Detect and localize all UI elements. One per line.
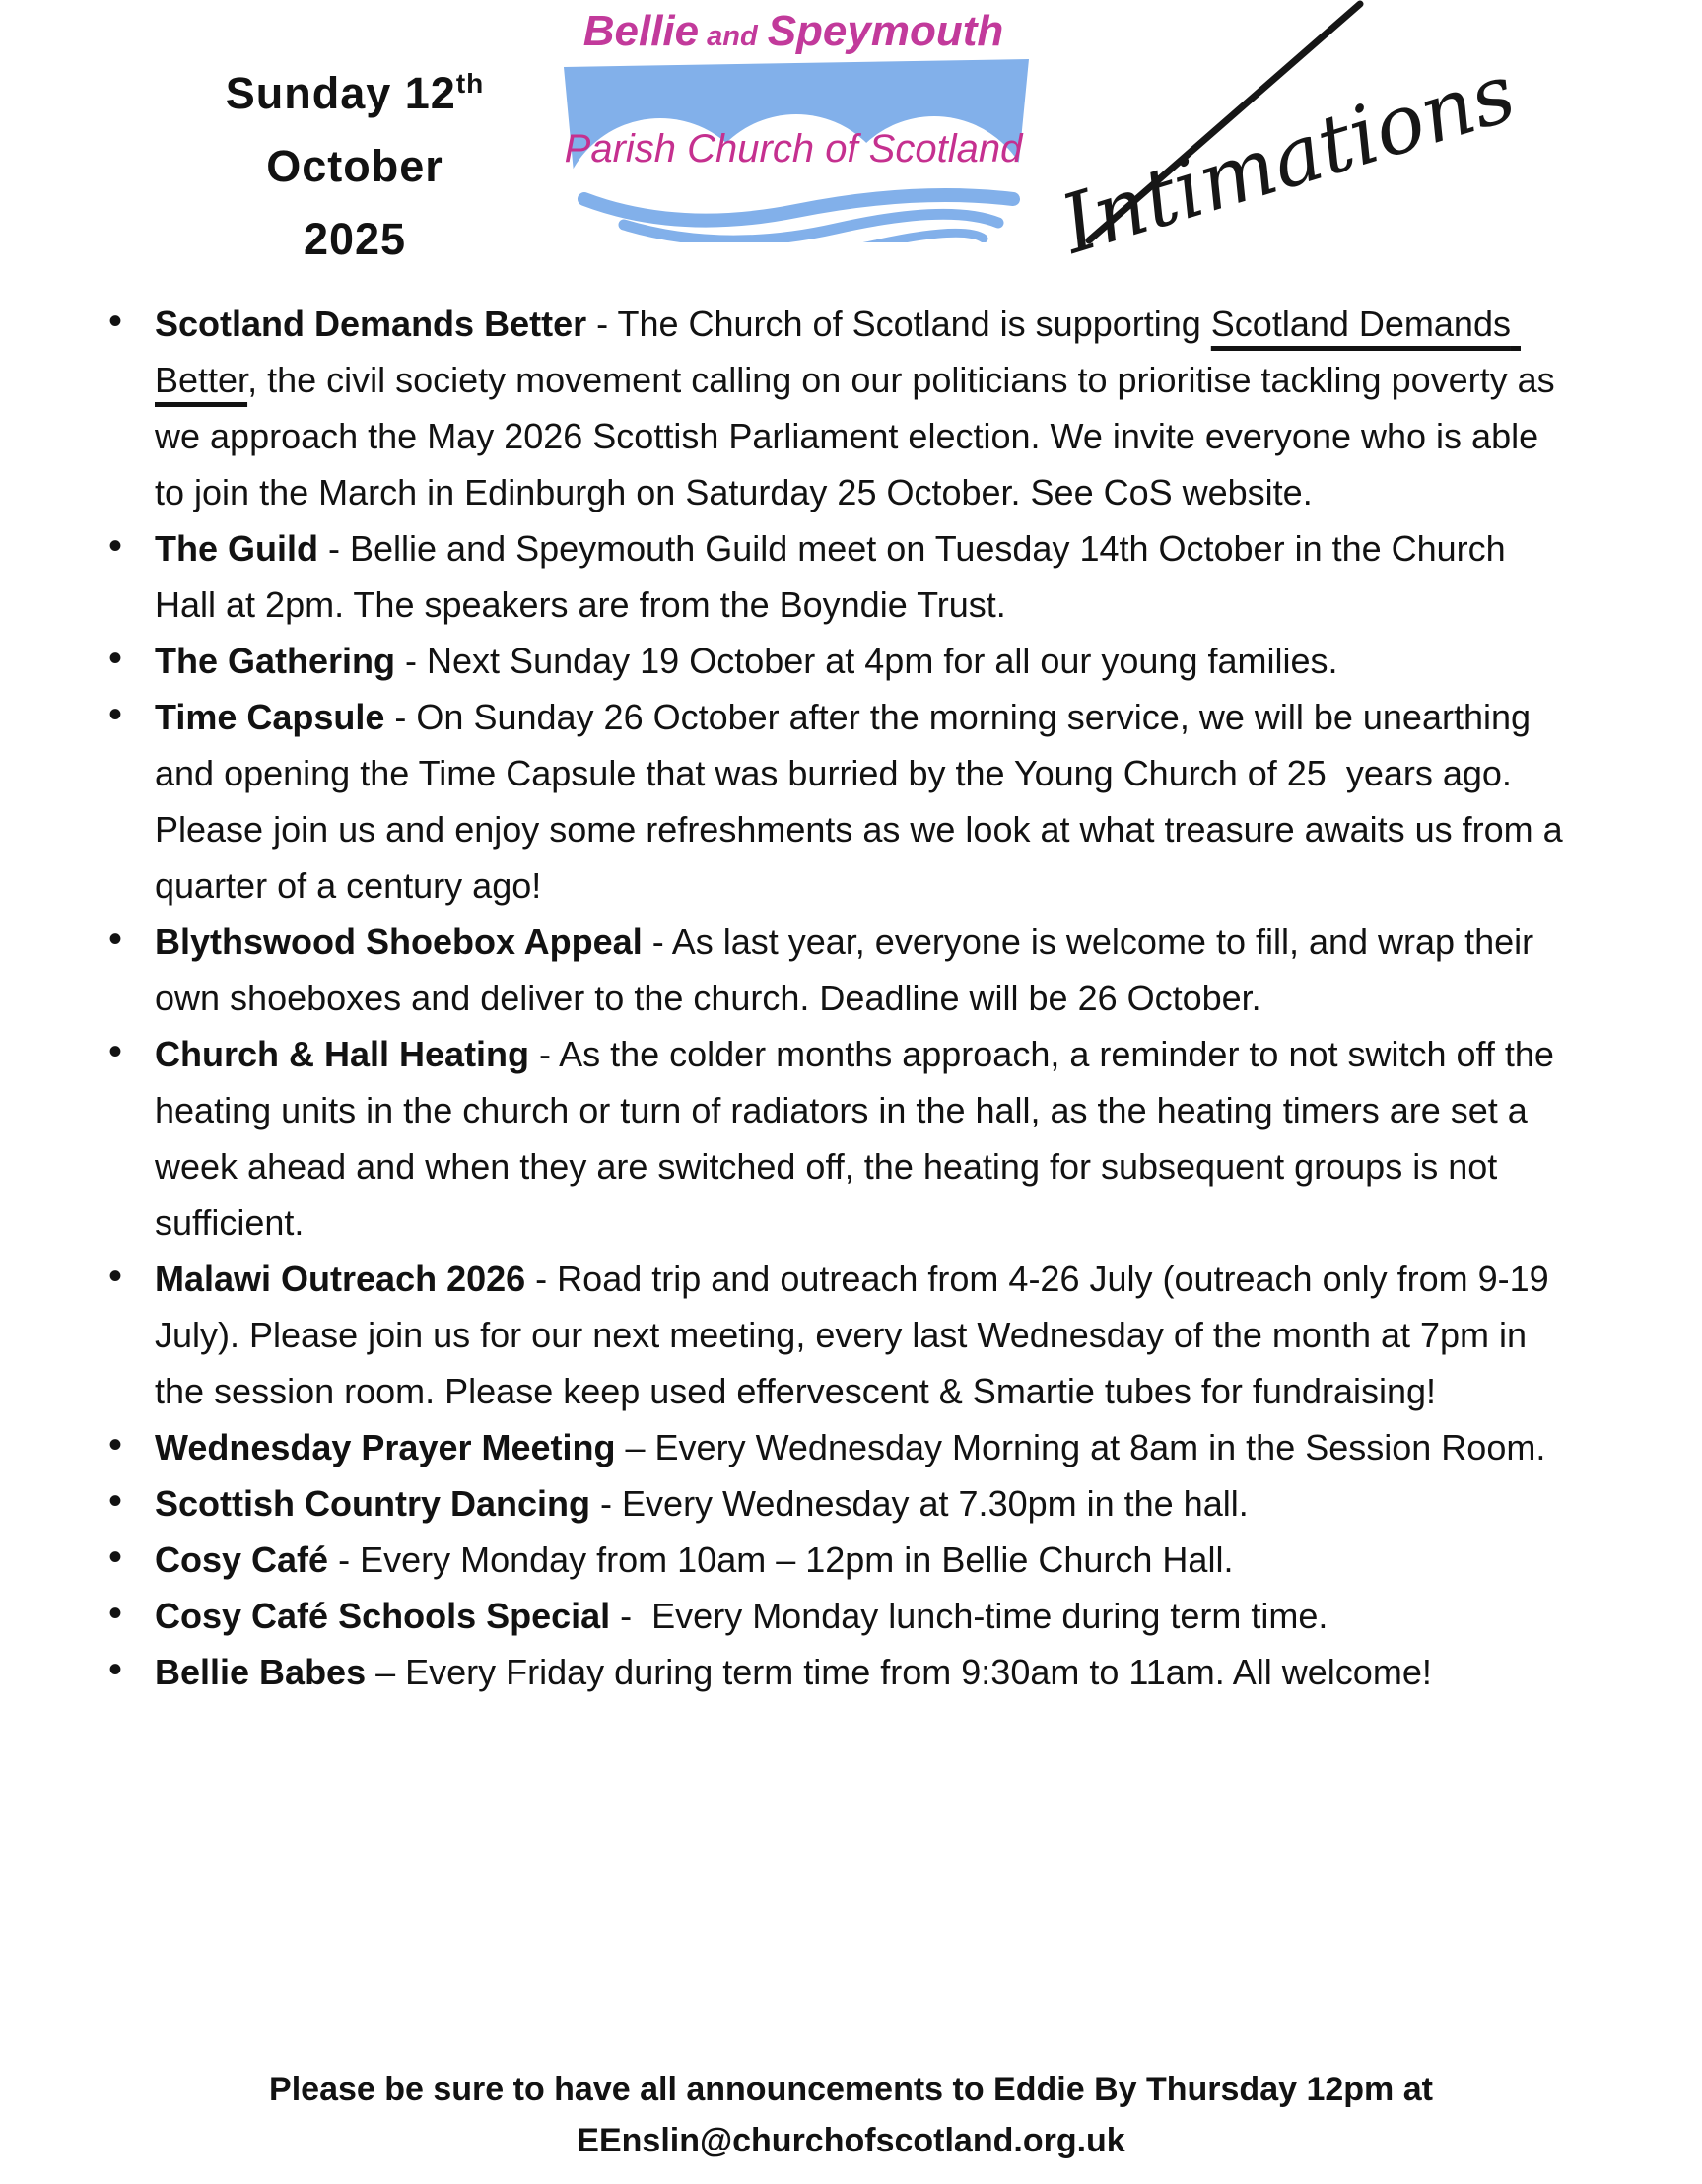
announcement-text: As last year, everyone is welcome to fill, and wrap their own shoeboxes and deliver to the church. Deadline will be 26 October. (155, 921, 1544, 1018)
announcement-title: Scottish Country Dancing (155, 1483, 591, 1524)
announcement-separator: - (328, 1539, 361, 1580)
announcement-body (655, 1427, 1546, 1467)
announcement-title: Blythswood Shoebox Appeal (155, 921, 643, 962)
announcement-title: Time Capsule (155, 697, 385, 737)
page-header (0, 0, 1702, 291)
intimations-script-graphic (1035, 0, 1528, 302)
announcement-item (155, 520, 1574, 633)
announcement-item (155, 633, 1574, 689)
announcement-title: The Gathering (155, 641, 396, 681)
announcement-text: The Church of Scotland is supporting (617, 304, 1211, 344)
announcement-item (155, 1251, 1574, 1419)
announcement-item (155, 1475, 1574, 1532)
announcement-item (155, 1644, 1574, 1700)
announcement-text: Next Sunday 19 October at 4pm for all our young families. (427, 641, 1338, 681)
announcement-separator: – (615, 1427, 655, 1467)
announcement-separator: - (318, 528, 350, 569)
announcement-text: Every Friday during term time from 9:30am to 11am. All welcome! (405, 1652, 1432, 1692)
script-title-text: Intimations (1051, 45, 1526, 273)
date-line-2: October (266, 141, 443, 191)
announcement-separator: - (590, 1483, 623, 1524)
announcement-body (360, 1539, 1233, 1580)
date-heading (138, 57, 572, 276)
date-line-3: 2025 (303, 214, 407, 264)
announcement-title: Cosy Café (155, 1539, 329, 1580)
church-logo-graphic (550, 6, 1038, 242)
date-ordinal: th (455, 68, 485, 99)
announcement-item (155, 914, 1574, 1026)
logo-caption: Parish Church of Scotland (564, 127, 1023, 171)
announcement-text: Every Monday from 10am – 12pm in Bellie Church Hall. (360, 1539, 1234, 1580)
intimations-script (1035, 0, 1528, 302)
announcement-item (155, 1588, 1574, 1644)
announcement-text: As the colder months approach, a reminder to not switch off the heating units in the church or turn of radiators in the hall, as the heating timers are set a week ahead and when they are switched off, the heating for subsequent groups is not sufficient. (155, 1034, 1564, 1243)
announcement-body (405, 1652, 1432, 1692)
footer-note (0, 2064, 1702, 2166)
announcement-body (155, 528, 1516, 625)
footer-email: EEnslin@churchofscotland.org.uk (577, 2122, 1125, 2159)
announcement-text: Every Wednesday Morning at 8am in the Session Room. (654, 1427, 1546, 1467)
church-logo (550, 6, 1038, 242)
announcement-title: Malawi Outreach 2026 (155, 1259, 526, 1299)
announcement-text: , the civil society movement calling on our politicians to prioritise tackling poverty as we approach the May 2026 Scottish Parliament election. We invite everyone who is able to join the March in Edinburgh on Saturday 25 October. See CoS website. (155, 360, 1565, 512)
announcement-separator: - (525, 1259, 558, 1299)
announcement-separator: - (384, 697, 417, 737)
announcement-title: Scotland Demands Better (155, 304, 587, 344)
announcement-title: Church & Hall Heating (155, 1034, 530, 1074)
announcement-item (155, 296, 1574, 520)
announcement-separator: - (529, 1034, 560, 1074)
announcements-list (0, 296, 1574, 1700)
announcement-body (622, 1483, 1249, 1524)
announcement-separator: – (366, 1652, 406, 1692)
announcement-text: Every Monday lunch-time during term time. (651, 1596, 1328, 1636)
announcement-text: Road trip and outreach from 4-26 July (outreach only from 9-19 July). Please join us for our next meeting, every last Wednesday of the month at 7pm in the session room. Please keep used effervescent & Smartie tubes for fundraising! (155, 1259, 1559, 1411)
announcement-text: Every Wednesday at 7.30pm in the hall. (622, 1483, 1249, 1524)
date-line-1 (138, 57, 572, 130)
announcement-title: The Guild (155, 528, 318, 569)
announcement-separator: - (610, 1596, 652, 1636)
announcement-item (155, 1419, 1574, 1475)
announcement-title: Cosy Café Schools Special (155, 1596, 611, 1636)
announcement-separator: - (586, 304, 618, 344)
announcement-separator: - (395, 641, 428, 681)
announcement-body (427, 641, 1337, 681)
announcement-item (155, 1026, 1574, 1251)
announcement-title: Wednesday Prayer Meeting (155, 1427, 616, 1467)
date-day: Sunday 12 (225, 68, 456, 118)
underlined-text: Scotland Demands Better (155, 304, 1521, 400)
footer-line-1: Please be sure to have all announcements to Eddie By Thursday 12pm at (269, 2071, 1433, 2108)
announcement-text: Bellie and Speymouth Guild meet on Tuesday 14th October in the Church Hall at 2pm. The speakers are from the Boyndie Trust. (155, 528, 1516, 625)
announcement-body (651, 1596, 1328, 1636)
announcement-title: Bellie Babes (155, 1652, 367, 1692)
announcement-text: On Sunday 26 October after the morning service, we will be unearthing and opening the Time Capsule that was burried by the Young Church of 25 years ago. Please join us and enjoy some refreshments as we look at what treasure awaits us from a quarter of a century ago! (155, 697, 1573, 906)
announcement-item (155, 689, 1574, 914)
announcement-separator: - (642, 921, 672, 962)
logo-wordmark: Bellie and Speymouth (582, 7, 1004, 55)
announcement-item (155, 1532, 1574, 1588)
